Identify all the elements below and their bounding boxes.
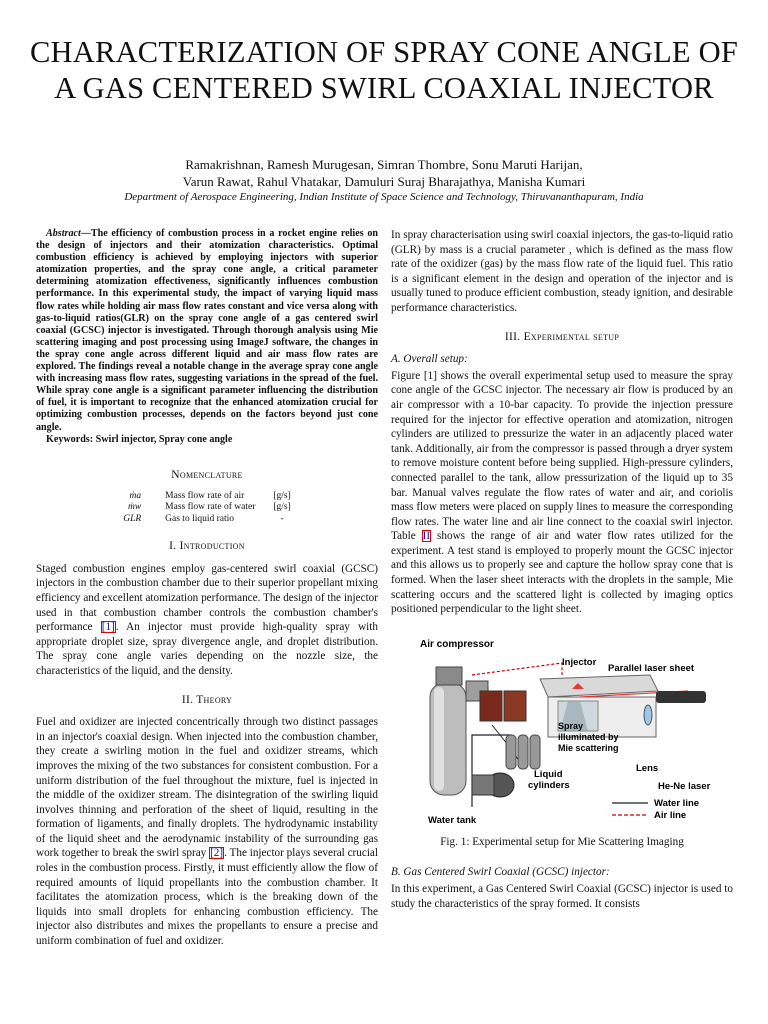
- lens: [644, 705, 652, 725]
- nomen-description: Mass flow rate of air: [165, 490, 245, 501]
- dryer-box: [480, 691, 502, 721]
- setup-diagram: [412, 635, 712, 827]
- introduction-heading: I. Introduction: [169, 540, 245, 553]
- setup-paragraph: [391, 369, 733, 617]
- nomenclature-heading: Nomenclature: [171, 469, 243, 482]
- label-laser: He-Ne laser: [658, 780, 711, 792]
- intro-text-2: . An injector must provide high-quality spray with appropriate droplet size, spray divergence angle, and droplet distribution. The spray cone angle varies depending on the nozzle size, the characteristics of the liquid, and the density.: [36, 621, 378, 677]
- nomen-description: Mass flow rate of water: [165, 502, 256, 513]
- nomen-unit: -: [280, 513, 284, 524]
- affiliation: Department of Aerospace Engineering, Indian Institute of Space Science and Technology, Thiruvananthapuram, India: [124, 191, 644, 203]
- introduction-paragraph: [36, 562, 378, 679]
- label-illuminated: illuminated by: [558, 731, 619, 742]
- nomen-unit: [g/s]: [273, 502, 291, 513]
- label-water-tank: Water tank: [428, 814, 477, 826]
- citation-link[interactable]: [2]: [210, 847, 224, 860]
- label-lens: Lens: [636, 762, 659, 774]
- theory-text-1: Fuel and oxidizer are injected concentrically through two distinct passages in an injector's coaxial design. When injected into the combustion chamber, they create a swirling motion in the fuel and oxidizer streams, which improves the mixing of the two substances for consistent combustion. For a uniform distribution of the fuel throughout the mixture, fuel is injected in the middle of the oxidizer stream. The disintegration of the swirling liquid involves thinning and perforation of the sheet of liquid, resulting in the formation of ligaments, and finally droplets. The hydrodynamic instability of the liquid sheet and the aerodynamic instability of the surrounding gas work together to break the swirl spray: [36, 716, 378, 860]
- setup-text-1: Figure [1] shows the overall experimental setup used to measure the spray cone angle of the GCSC injector. The necessary air flow is produced by an air compressor with a 10-bar capacity. To provide the injection pressure required for the injector for effective operation and atomization, nitrogen cylinders are utilized to pressurize the water in an adjacently placed water tank. Additionally, air from the compressor is passed through a dryer system to remove moisture content before being supplied. High-pressure cylinders, connected parallel to the tank, allow pressurization of the liquid up to 35 bar. Manual valves regulate the flow rates of water and air, and coriolis mass flow meters were placed on supply lines to measure the corresponding flow rates. The water line and air line connect to the coaxial swirl injector. Table: [391, 369, 733, 543]
- label-cylinders: cylinders: [528, 779, 570, 791]
- table-link[interactable]: II: [422, 530, 431, 543]
- nomenclature-table: [36, 491, 378, 526]
- citation-link[interactable]: [1]: [101, 621, 115, 634]
- label-mie: Mie scattering: [558, 742, 619, 753]
- experimental-heading: III. Experimental setup: [504, 330, 620, 343]
- abstract-label: Abstract: [46, 228, 81, 239]
- laser-tube: [656, 691, 706, 703]
- gcsc-paragraph: In this experiment, a Gas Centered Swirl Coaxial (GCSC) injector is used to study the characteristics of the spray formed. It consists: [391, 883, 733, 910]
- label-liquid: Liquid: [534, 768, 563, 780]
- figure-1: [391, 635, 733, 850]
- label-air-line: Air line: [654, 809, 687, 821]
- table-row: [117, 491, 297, 503]
- label-spray: Spray: [558, 720, 584, 731]
- authors-line-2: Varun Rawat, Rahul Vhatakar, Damuluri Suraj Bharajathya, Manisha Kumari: [182, 174, 586, 189]
- label-water-line: Water line: [654, 797, 700, 809]
- theory-heading: II. Theory: [181, 693, 233, 706]
- nomen-symbol: ṁa: [129, 490, 142, 501]
- intro-text-1: Staged combustion engines employ gas-centered swirl coaxial (GCSC) injectors in the combustion chamber due to their superior propellant mixing efficiency and excellent atomization performance. The design of the injector used in that combustion chamber controls the combustion chamber's performance: [36, 562, 378, 634]
- label-air-compressor: Air compressor: [420, 638, 494, 650]
- label-injector: Injector: [562, 656, 597, 668]
- label-parallel-laser: Parallel laser sheet: [608, 662, 695, 674]
- right-column: [391, 228, 733, 911]
- table-row: [117, 502, 297, 514]
- subsection-b-heading: B. Gas Centered Swirl Coaxial (GCSC) injector:: [391, 866, 610, 879]
- setup-text-2: shows the range of air and water flow rates utilized for the experiment. A test stand is employed to properly mount the GCSC injector and this allows us to properly see and capture the hollow spray cone that is formed. When the laser sheet interacts with the droplets in the sample, Mie scattering occurs and the scattered light is collected by imaging optics positioned perpendicular to the light sheet.: [391, 530, 733, 616]
- abstract-text: —The efficiency of combustion process in a rocket engine relies on the design of injectors and their atomization characteristics. Optimal combustion efficiency is achieved by employing injectors with superior atomization properties, and the spray cone angle, a critical parameter determining atomization effectiveness, significantly influences combustion performance. In this experimental study, the impact of varying liquid mass flow rates while holding air mass flow rates constant and vice versa along with gas-to-liquid ratios(GLR) on the spray cone angle of a gas centered swirl coaxial (GCSC) injector is investigated. Through thorough analysis using Mie scattering imaging and post processing using ImageJ software, the changes in the spray cone angle across different liquid and air mass flow rates are explored. The findings reveal a notable change in the average spray cone angle with increasing mass flow rates, suggesting variations in the spread of the fuel. While spray cone angle is a significant parameter influencing the distribution of fuel, it is important to recognize that the enhanced atomization crucial for optimizing combustion processes, depends on the factors beyond just cone angle.: [36, 228, 378, 433]
- authors-line-1: Ramakrishnan, Ramesh Murugesan, Simran Thombre, Sonu Maruti Harijan,: [185, 157, 583, 172]
- theory-text-2: . The injector plays several crucial roles in the combustion process. Firstly, it must efficiently allow the flow of required amounts of liquid propellants into the combustion chamber. It facilitates the atomization process, which is the breaking down of the liquids into small droplets for enhancing combustion efficiency. The injector also distributes and mixes the propellants to ensure a precise and uniform combination of fuel and oxidizer.: [36, 847, 379, 948]
- table-row: [117, 514, 297, 526]
- theory-paragraph: [36, 715, 378, 949]
- abstract: [36, 228, 378, 434]
- left-column: [36, 228, 378, 949]
- keywords: Keywords: Swirl injector, Spray cone angle: [46, 433, 233, 445]
- glr-paragraph: In spray characterisation using swirl coaxial injectors, the gas-to-liquid ratio (GLR) by mass is a crucial parameter , which is defined as the mass flow rate of the oxidizer (gas) by the mass flow rate of the liquid fuel. This ratio is a significant element in the design and operation of the injector and is usually tuned to produce efficient combustion, steady ignition, and desirable performance characteristics.: [391, 229, 733, 314]
- author-list: [20, 156, 748, 190]
- nomen-symbol: ṁw: [127, 502, 142, 513]
- subsection-a-heading: A. Overall setup:: [391, 353, 468, 366]
- figure-caption: Fig. 1: Experimental setup for Mie Scattering Imaging: [440, 835, 684, 848]
- paper-title: CHARACTERIZATION OF SPRAY CONE ANGLE OF A GAS CENTERED SWIRL COAXIAL INJECTOR: [30, 35, 738, 105]
- nomen-symbol: GLR: [123, 513, 142, 524]
- nomen-description: Gas to liquid ratio: [165, 513, 235, 524]
- nomen-unit: [g/s]: [273, 490, 291, 501]
